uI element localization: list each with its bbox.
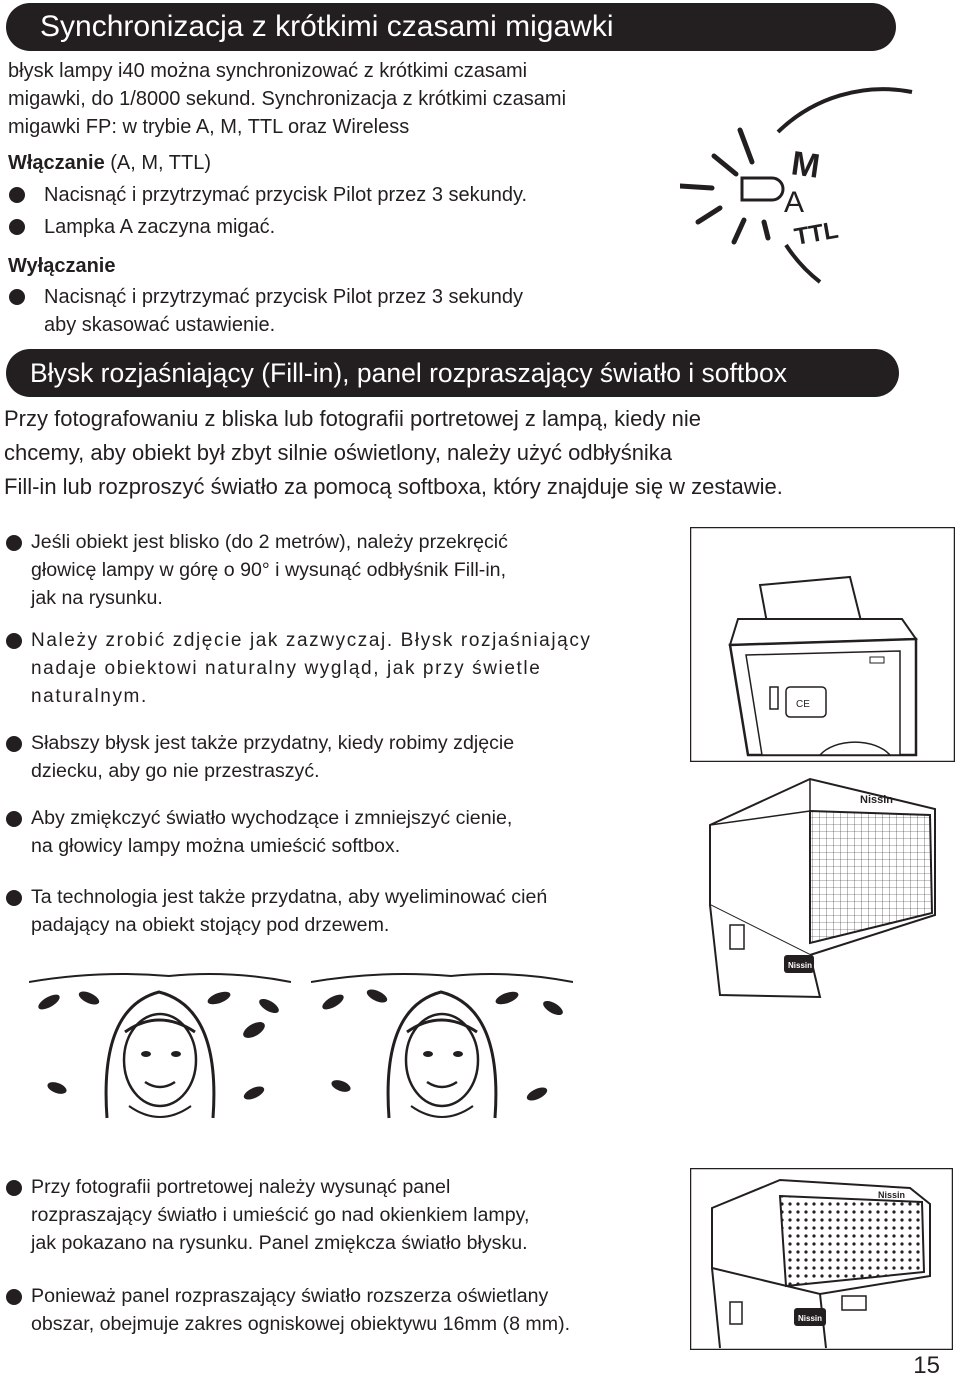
portrait-shadowed-illustration [29, 968, 291, 1133]
bullet-2-line-1: Należy zrobić zdjęcie jak zazwyczaj. Błysk rozjaśniający [31, 630, 592, 651]
bullet-icon [6, 1289, 22, 1305]
bullet-icon [9, 219, 25, 235]
bullet-1-line-2: głowicę lampy w górę o 90° i wysunąć odbłyśnik Fill-in, [31, 559, 507, 581]
bullet-5-line-2: padający na obiekt stojący pod drzewem. [31, 914, 390, 936]
bullet-5-line-1: Ta technologia jest także przydatna, aby wyeliminować cień [31, 886, 548, 908]
brand-label: Nissin [860, 794, 894, 806]
panel-bullet-2-line-1: Ponieważ panel rozpraszający światło rozszerza oświetlany [31, 1285, 549, 1307]
bullet-icon [6, 633, 22, 649]
section-title-fill-in: Błysk rozjaśniający (Fill-in), panel rozpraszający światło i softbox [6, 349, 899, 397]
mode-label-m: M [788, 144, 823, 186]
off-item-line-2: aby skasować ustawienie. [44, 314, 276, 336]
brand-badge-2: Nissin [798, 1314, 823, 1323]
bullet-3-line-1: Słabszy błysk jest także przydatny, kiedy robimy zdjęcie [31, 732, 515, 754]
bullet-4-line-1: Aby zmiękczyć światło wychodzące i zmniejszyć cienie, [31, 807, 513, 829]
bullet-icon [6, 535, 22, 551]
on-heading-rest: (A, M, TTL) [104, 152, 212, 174]
panel-bullet-1-line-2: rozpraszający światło i umieścić go nad okienkiem lampy, [31, 1204, 530, 1226]
off-item-line-1: Nacisnąć i przytrzymać przycisk Pilot przez 3 sekundy [44, 286, 524, 308]
page-number: 15 [913, 1352, 940, 1379]
flash-reflector-illustration [690, 527, 955, 762]
flash-diffuser-illustration [690, 1168, 953, 1350]
mode-label-a: A [784, 186, 805, 219]
panel-bullet-1-line-1: Przy fotografii portretowej należy wysunąć panel [31, 1176, 451, 1198]
on-heading [8, 148, 211, 178]
bullet-icon [6, 1180, 22, 1196]
bullet-4-line-2: na głowicy lampy można umieścić softbox. [31, 835, 401, 857]
on-item-2: Lampka A zaczyna migać. [44, 216, 276, 238]
intro-line-2: migawki, do 1/8000 sekund. Synchronizacja z krótkimi czasami [8, 88, 567, 110]
off-heading: Wyłączanie [8, 255, 116, 277]
fill-intro-line-1: Przy fotografowaniu z bliska lub fotografii portretowej z lampą, kiedy nie [4, 406, 702, 431]
bullet-2-line-2: nadaje obiektowi naturalny wygląd, jak przy świetle [31, 658, 542, 679]
intro-line-1: błysk lampy i40 można synchronizować z krótkimi czasami [8, 60, 528, 82]
bullet-1-line-3: jak na rysunku. [31, 587, 163, 609]
brand-label-2: Nissin [878, 1190, 906, 1200]
bullet-icon [9, 187, 25, 203]
bullet-icon [6, 811, 22, 827]
bullet-1-line-1: Jeśli obiekt jest blisko (do 2 metrów), należy przekręcić [31, 531, 508, 553]
section-title-sync: Synchronizacja z krótkimi czasami migawki [6, 3, 896, 51]
fill-intro-line-2: chcemy, aby obiekt był zbyt silnie oświetlony, należy użyć odbłyśnika [4, 440, 673, 465]
mode-indicator-illustration [680, 70, 920, 300]
bullet-icon [6, 890, 22, 906]
brand-badge: Nissin [788, 961, 813, 970]
on-heading-bold: Włączanie [8, 152, 105, 174]
portrait-fill-in-illustration [311, 968, 573, 1133]
intro-line-3: migawki FP: w trybie A, M, TTL oraz Wireless [8, 116, 410, 138]
bullet-2-line-3: naturalnym. [31, 686, 148, 707]
panel-bullet-2-line-2: obszar, obejmuje zakres ogniskowej obiektywu 16mm (8 mm). [31, 1313, 571, 1335]
panel-bullet-1-line-3: jak pokazano na rysunku. Panel zmiękcza światło błysku. [31, 1232, 528, 1254]
mode-label-ttl: TTL [792, 216, 841, 251]
fill-intro-line-3: Fill-in lub rozproszyć światło za pomocą softboxa, który znajduje się w zestawie. [4, 474, 783, 499]
svg-text:CE: CE [796, 699, 810, 710]
on-item-1: Nacisnąć i przytrzymać przycisk Pilot przez 3 sekundy. [44, 184, 528, 206]
bullet-icon [9, 289, 25, 305]
bullet-3-line-2: dziecku, aby go nie przestraszyć. [31, 760, 320, 782]
bullet-icon [6, 736, 22, 752]
flash-softbox-illustration [700, 775, 945, 1000]
